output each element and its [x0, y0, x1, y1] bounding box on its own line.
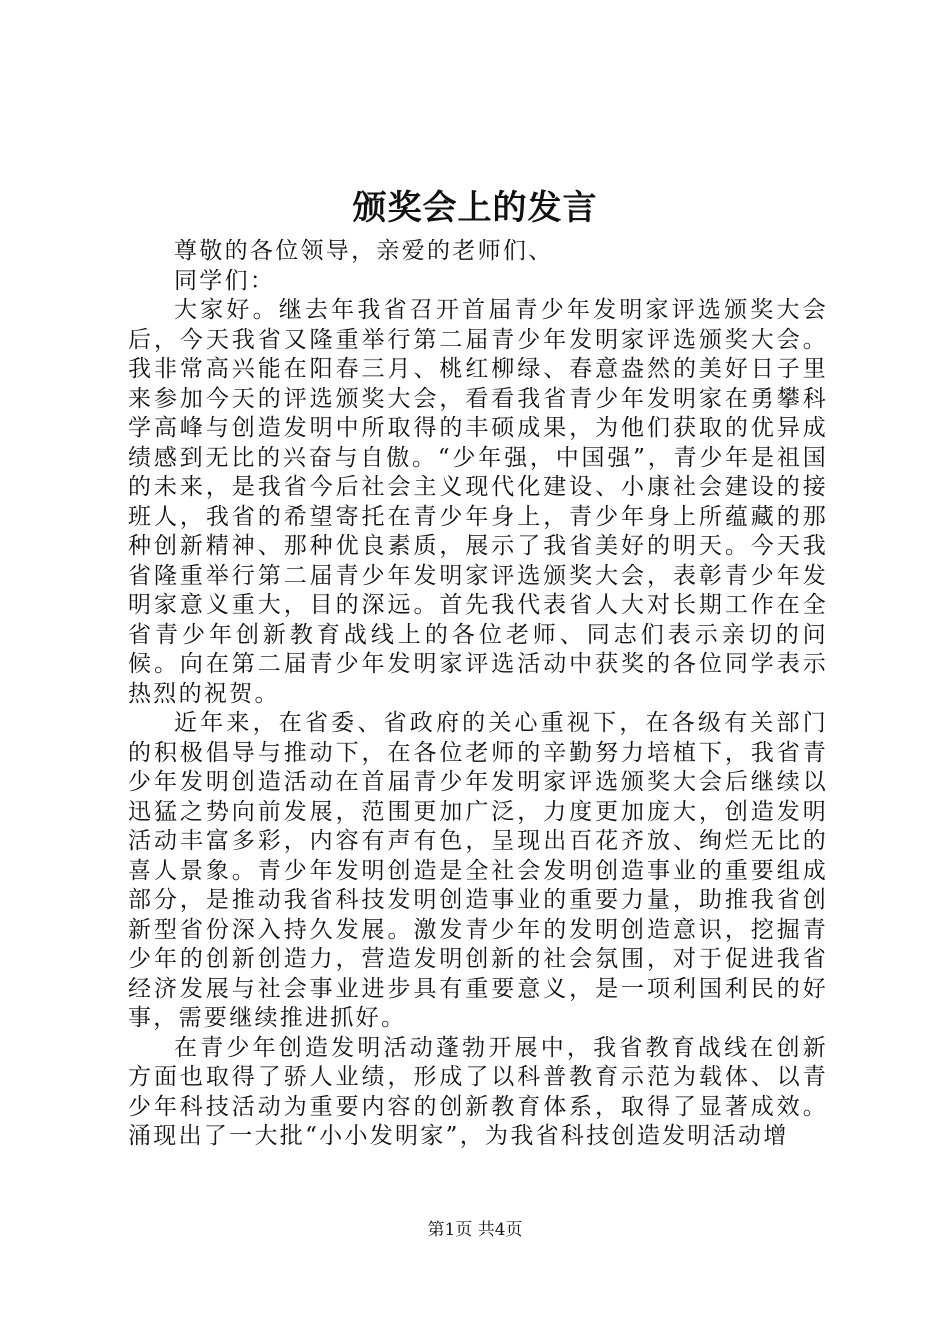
page-footer: 第1页 共4页: [427, 1220, 523, 1240]
paragraph-1: 大家好。继去年我省召开首届青少年发明家评选颁奖大会后，今天我省又隆重举行第二届青少年发明家评选颁奖大会。我非常高兴能在阳春三月、桃红柳绿、春意盎然的美好日子里来参加今天的评选颁奖大会，看看我省青少年发明家在勇攀科学高峰与创造发明中所取得的丰硕成果，为他们获取的优异成绩感到无比的兴奋与自傲。“少年强，中国强”，青少年是祖国的未来，是我省今后社会主义现代化建设、小康社会建设的接班人，我省的希望寄托在青少年身上，青少年身上所蕴藏的那种创新精神、那种优良素质，展示了我省美好的明天。今天我省隆重举行第二届青少年发明家评选颁奖大会，表彰青少年发明家意义重大，目的深远。首先我代表省人大对长期工作在全省青少年创新教育战线上的各位老师、同志们表示亲切的问候。向在第二届青少年发明家评选活动中获奖的各位同学表示热烈的祝贺。: [128, 297, 828, 707]
document-body: [128, 237, 828, 1152]
paragraph-2: 近年来，在省委、省政府的关心重视下，在各级有关部门的积极倡导与推动下，在各位老师的辛勤努力培植下，我省青少年发明创造活动在首届青少年发明家评选颁奖大会后继续以迅猛之势向前发展，范围更加广泛，力度更加庞大，创造发明活动丰富多彩，内容有声有色，呈现出百花齐放、绚烂无比的喜人景象。青少年发明创造是全社会发明创造事业的重要组成部分，是推动我省科技发明创造事业的重要力量，助推我省创新型省份深入持久发展。激发青少年的发明创造意识，挖掘青少年的创新创造力，营造发明创新的社会氛围，对于促进我省经济发展与社会事业进步具有重要意义，是一项利国利民的好事，需要继续推进抓好。: [128, 710, 828, 1031]
document-title: 颁奖会上的发言: [352, 188, 598, 228]
salutation-line-1: 尊敬的各位领导，亲爱的老师们、: [174, 238, 554, 264]
paragraph-3: 在青少年创造发明活动蓬勃开展中，我省教育战线在创新方面也取得了骄人业绩，形成了以科普教育示范为载体、以青少年科技活动为重要内容的创新教育体系，取得了显著成效。涌现出了一大批“小小发明家”，为我省科技创造发明活动增: [128, 1034, 828, 1149]
salutation-line-2: 同学们：: [174, 267, 276, 294]
